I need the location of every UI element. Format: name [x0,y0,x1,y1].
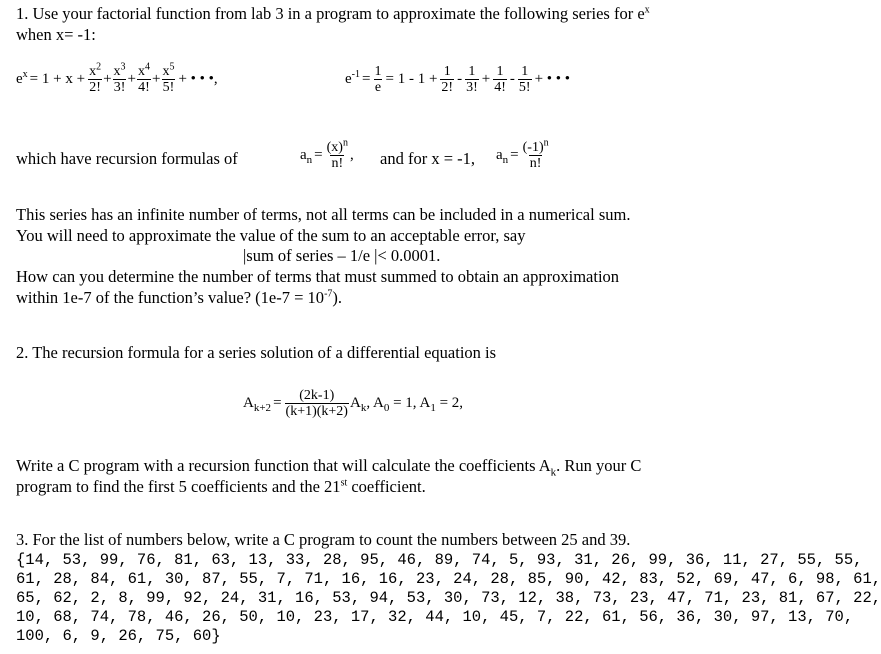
q1-para4: How can you determine the number of terms that must summed to obtain an approximation [16,267,620,286]
q3-numbers-line-3: 65, 62, 2, 8, 99, 92, 24, 31, 16, 53, 94, 53, 30, 73, 12, 38, 73, 23, 47, 71, 23, 81, 67, 22, [16,589,881,607]
q1-para1: This series has an infinite number of terms, not all terms can be included in a numerical sum. [16,205,631,224]
series-right-lhs: $e^{-1}$ [345,69,361,87]
op-sign: + [481,71,491,87]
q3-numbers-line-4: 10, 68, 74, 78, 46, 26, 50, 10, 23, 17, 32, 44, 10, 45, 7, 22, 61, 56, 36, 30, 97, 13, 70, [16,608,854,626]
an-formula-minus1: $a_n$ = $\frac{(-1)^n}{n!}$ [496,137,549,171]
series-left-lhs: $e^x$ [16,69,28,87]
an-formula-general: $a_n$ = $\frac{(x)^n}{n!}$ , [300,137,354,171]
q1-para2: You will need to approximate the value of the sum to an acceptable error, say [16,226,526,245]
q3-line1: 3. For the list of numbers below, write a C program to count the numbers between 25 and 39. [16,530,631,549]
series-right-term-5: $\frac{1}{5!}$ [518,64,531,95]
series-right-term-2: $\frac{1}{2!}$ [441,64,454,95]
q3-numbers-line-1: {14, 53, 99, 76, 81, 63, 13, 33, 28, 95, 46, 89, 74, 5, 93, 31, 26, 99, 36, 11, 27, 55, 55, [16,551,863,569]
plus-sign: + [127,71,136,87]
op-sign: - [457,71,463,87]
q1-line1-sup: x [644,4,650,16]
series-right-term-4: $\frac{1}{4!}$ [494,64,506,95]
q3-numbers-line-5: 100, 6, 9, 26, 75, 60} [16,627,221,645]
series-right-eq: = [362,71,371,87]
series-left [16,61,220,95]
q2-line3: program to find the first 5 coefficients and the 21st coefficient. [16,477,426,496]
plus-sign: + [152,71,161,87]
plus-sign: + [103,71,112,87]
series-right-mid: = 1 - 1 + [385,71,438,87]
series-left-term-3: $\frac{x^3}{3!}$ [113,61,126,95]
series-right [345,64,572,95]
q2-line2: Write a C program with a recursion function that will calculate the coefficients $A_k$. Run your C [16,456,642,479]
series-right-tail: + • • • [534,71,571,87]
q1-line1-text: 1. Use your factorial function from lab 3 in a program to approximate the following series for e [16,4,645,23]
q3-numbers-line-2: 61, 28, 84, 61, 30, 87, 55, 7, 71, 16, 16, 23, 24, 28, 85, 90, 42, 83, 52, 69, 47, 6, 98, 61, [16,570,881,588]
series-left-term-5: $\frac{x^5}{5!}$ [162,61,175,95]
q1-para5: within 1e-7 of the function’s value? $(1e-7 = 10^{-7})$. [16,288,343,307]
series-left-term-2: $\frac{x^2}{2!}$ [89,61,102,95]
q2-line1: 2. The recursion formula for a series solution of a differential equation is [16,343,497,362]
q1-para3: |sum of series – 1/e |< 0.0001. [243,246,441,265]
series-right-frac-1e: $\frac{1}{e}$ [374,64,382,95]
series-left-eq: = 1 + x + [29,71,86,87]
recursion-text: which have recursion formulas of [16,149,238,168]
series-right-term-3: $\frac{1}{3!}$ [466,64,478,95]
q1-line2: when x= -1: [16,25,96,44]
q1-line1 [16,4,650,24]
and-text: and for x = -1, [380,149,475,168]
op-sign: - [509,71,515,87]
series-left-term-4: $\frac{x^4}{4!}$ [138,61,150,95]
q2-formula: $A_{k+2}$ = $\frac{(2k-1)}{(k+1)(k+2)}$ $A_k$, $A_0 = 1$, $A_1 = 2$, [243,388,464,419]
series-left-tail: + • • •, [178,71,218,87]
